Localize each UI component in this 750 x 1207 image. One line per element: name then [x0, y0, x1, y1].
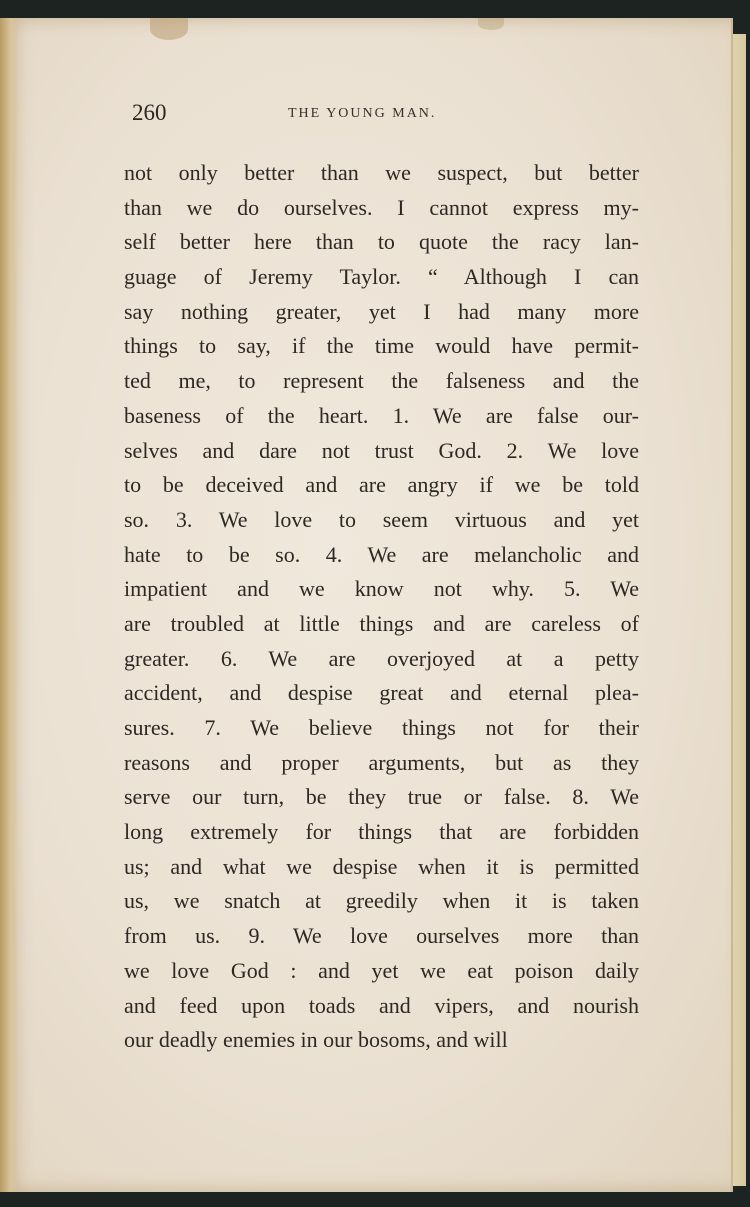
text-line: not only better than we suspect, but better — [124, 160, 639, 185]
page-number: 260 — [132, 100, 167, 125]
text-line: selves and dare not trust God. 2. We love — [124, 437, 639, 463]
page-header — [132, 100, 642, 134]
page-stain — [150, 18, 188, 40]
text-line: baseness of the heart. 1. We are false our- — [124, 402, 639, 428]
text-line: us, we snatch at greedily when it is taken — [124, 888, 639, 914]
text-line: greater. 6. We are overjoyed at a petty — [124, 645, 639, 671]
text-line: from us. 9. We love ourselves more than — [124, 923, 639, 949]
text-line: sures. 7. We believe things not for their — [124, 715, 639, 740]
text-line: us; and what we despise when it is permitted — [124, 853, 639, 879]
text-line: self better here than to quote the racy lan- — [124, 229, 639, 255]
text-line: we love God : and yet we eat poison daily — [124, 957, 639, 983]
text-line: our deadly enemies in our bosoms, and will — [124, 1027, 508, 1053]
text-line: long extremely for things that are forbidden — [124, 819, 639, 845]
text-line: things to say, if the time would have permit- — [124, 333, 639, 359]
text-line: impatient and we know not why. 5. We — [124, 576, 639, 602]
text-line: guage of Jeremy Taylor. “ Although I can — [124, 264, 639, 290]
page-stain — [478, 18, 504, 30]
text-line: reasons and proper arguments, but as they — [124, 749, 639, 775]
text-line: to be deceived and are angry if we be told — [124, 472, 639, 498]
text-line: hate to be so. 4. We are melancholic and — [124, 541, 639, 567]
body-text — [124, 156, 639, 1058]
text-line: ted me, to represent the falseness and the — [124, 368, 639, 394]
text-line: accident, and despise great and eternal plea- — [124, 680, 639, 706]
text-line: serve our turn, be they true or false. 8. We — [124, 784, 639, 810]
text-line: than we do ourselves. I cannot express my- — [124, 194, 639, 220]
book-page — [0, 18, 733, 1192]
text-line: so. 3. We love to seem virtuous and yet — [124, 506, 639, 532]
running-title: THE YOUNG MAN. — [288, 106, 437, 121]
text-line: say nothing greater, yet I had many more — [124, 298, 639, 324]
text-line: are troubled at little things and are careless of — [124, 610, 639, 636]
text-line: and feed upon toads and vipers, and nourish — [124, 992, 639, 1018]
